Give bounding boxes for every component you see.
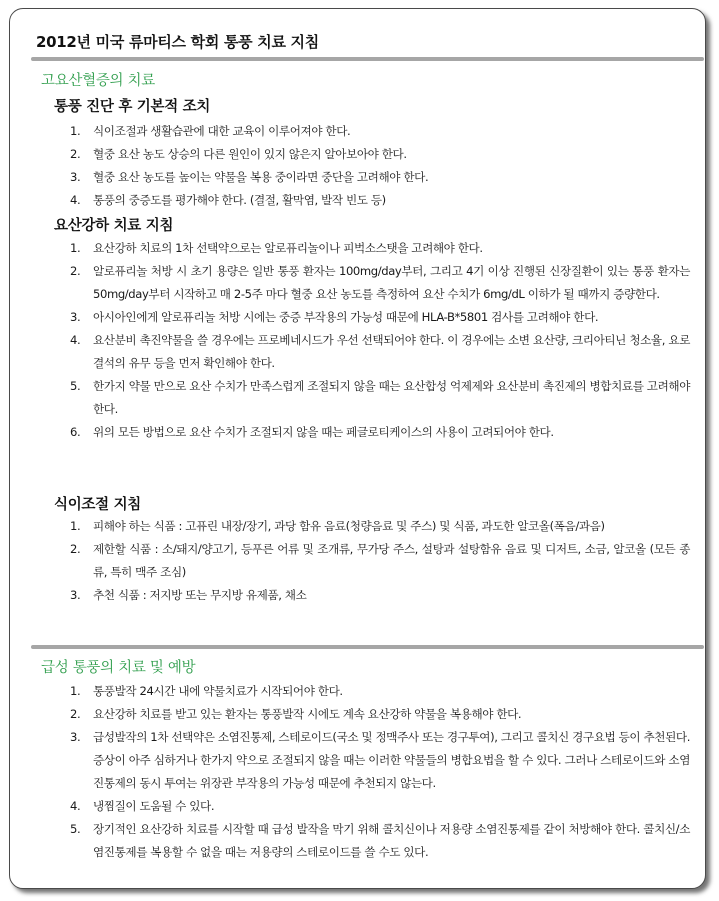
- list-item: [50, 421, 690, 444]
- item-text: 장기적인 요산강하 치료를 시작할 때 급성 발작을 막기 위해 콜치신이나 저용량 소염진통제를 같이 처방해야 한다. 콜치신/소염진통제를 복용할 수 없을 때는 저용량의 스테로이드를 쓸 수도 있다.: [93, 822, 690, 859]
- item-number: 4.: [70, 799, 81, 813]
- list-item: [50, 538, 690, 584]
- list-item: [50, 306, 690, 329]
- item-number: 5.: [70, 379, 81, 393]
- item-number: 3.: [70, 310, 81, 324]
- item-number: 2.: [70, 264, 81, 278]
- urate-lowering-list: [50, 237, 690, 444]
- list-item: [50, 166, 690, 189]
- item-text: 요산강하 치료의 1차 선택약으로는 알로퓨리놀이나 피벅소스탯을 고려해야 한다.: [93, 241, 483, 255]
- list-item: [50, 584, 690, 607]
- title-divider: [31, 57, 704, 61]
- item-text: 위의 모든 방법으로 요산 수치가 조절되지 않을 때는 페글로티케이스의 사용이 고려되어야 한다.: [93, 425, 554, 439]
- list-item: [50, 703, 690, 726]
- item-number: 1.: [70, 124, 81, 138]
- item-text: 한가지 약물 만으로 요산 수치가 만족스럽게 조절되지 않을 때는 요산합성 억제제와 요산분비 촉진제의 병합치료를 고려해야 한다.: [93, 379, 690, 416]
- section-divider: [31, 645, 704, 649]
- item-number: 2.: [70, 542, 81, 556]
- list-item: [50, 680, 690, 703]
- list-item: [50, 143, 690, 166]
- item-number: 1.: [70, 241, 81, 255]
- item-number: 5.: [70, 822, 81, 836]
- list-item: [50, 189, 690, 212]
- list-item: [50, 237, 690, 260]
- item-number: 3.: [70, 730, 81, 744]
- item-number: 6.: [70, 425, 81, 439]
- item-number: 1.: [70, 684, 81, 698]
- item-text: 급성발작의 1차 선택약은 소염진통제, 스테로이드(국소 및 정맥주사 또는 경구투여), 그리고 콜치신 경구요법 등이 추천된다. 증상이 아주 심하거나 한가지 약으로 조절되지 않을 때는 이러한 약물들의 병합요법을 할 수 있다. 그러나 스테로이드와 소염진통제의 동시 투여는 위장관 부작용의 가능성 때문에 추천되지 않는다.: [93, 730, 690, 790]
- item-number: 2.: [70, 147, 81, 161]
- item-number: 3.: [70, 170, 81, 184]
- item-number: 4.: [70, 193, 81, 207]
- item-text: 통풍발작 24시간 내에 약물치료가 시작되어야 한다.: [93, 684, 343, 698]
- item-text: 피해야 하는 식품 : 고퓨린 내장/장기, 과당 함유 음료(청량음료 및 주스) 및 식품, 과도한 알코올(폭음/과음): [93, 519, 605, 533]
- item-number: 3.: [70, 588, 81, 602]
- list-item: [50, 515, 690, 538]
- item-text: 아시아인에게 알로퓨리놀 처방 시에는 중증 부작용의 가능성 때문에 HLA-B*5801 검사를 고려해야 한다.: [93, 310, 599, 324]
- item-text: 냉찜질이 도움될 수 있다.: [93, 799, 215, 813]
- item-text: 혈중 요산 농도를 높이는 약물을 복용 중이라면 중단을 고려해야 한다.: [93, 170, 429, 184]
- item-text: 추천 식품 : 저지방 또는 무지방 유제품, 채소: [93, 588, 307, 602]
- subheading-diet: 식이조절 지침: [54, 497, 141, 513]
- item-text: 요산분비 촉진약물을 쓸 경우에는 프로베네시드가 우선 선택되어야 한다. 이 경우에는 소변 요산량, 크리아티닌 청소율, 요로 결석의 유무 등을 먼저 확인해야 한다.: [93, 333, 690, 370]
- list-item: [50, 120, 690, 143]
- list-item: [50, 375, 690, 421]
- item-text: 식이조절과 생활습관에 대한 교육이 이루어져야 한다.: [93, 124, 351, 138]
- list-item: [50, 795, 690, 818]
- page-title: 2012년 미국 류마티스 학회 통풍 치료 지침: [36, 33, 319, 51]
- subheading-basic-measures: 통풍 진단 후 기본적 조치: [54, 99, 211, 115]
- acute-gout-list: [50, 680, 690, 864]
- list-item: [50, 726, 690, 795]
- list-item: [50, 329, 690, 375]
- item-text: 알로퓨리놀 처방 시 초기 용량은 일반 통풍 환자는 100mg/day부터, 그리고 4기 이상 진행된 신장질환이 있는 통풍 환자는 50mg/day부터 시작하고 매 2-5주 마다 혈중 요산 농도를 측정하여 요산 수치가 6mg/dL 이하가 될 때까지 증량한다.: [93, 264, 690, 301]
- item-number: 2.: [70, 707, 81, 721]
- list-item: [50, 818, 690, 864]
- item-number: 4.: [70, 333, 81, 347]
- item-text: 혈중 요산 농도 상승의 다른 원인이 있지 않은지 알아보아야 한다.: [93, 147, 407, 161]
- section-heading-hyperuricemia: 고요산혈증의 치료: [41, 73, 155, 89]
- item-number: 1.: [70, 519, 81, 533]
- item-text: 제한할 식품 : 소/돼지/양고기, 등푸른 어류 및 조개류, 무가당 주스, 설탕과 설탕함유 음료 및 디저트, 소금, 알코올 (모든 종류, 특히 맥주 조심): [93, 542, 690, 579]
- item-text: 통풍의 중증도를 평가해야 한다. (결절, 활막염, 발작 빈도 등): [93, 193, 386, 207]
- guideline-panel: [9, 8, 706, 889]
- basic-measures-list: [50, 120, 690, 212]
- section-heading-acute-gout: 급성 통풍의 치료 및 예방: [41, 660, 196, 676]
- list-item: [50, 260, 690, 306]
- item-text: 요산강하 치료를 받고 있는 환자는 통풍발작 시에도 계속 요산강하 약물을 복용해야 한다.: [93, 707, 522, 721]
- subheading-urate-lowering: 요산강하 치료 지침: [54, 218, 174, 234]
- diet-list: [50, 515, 690, 607]
